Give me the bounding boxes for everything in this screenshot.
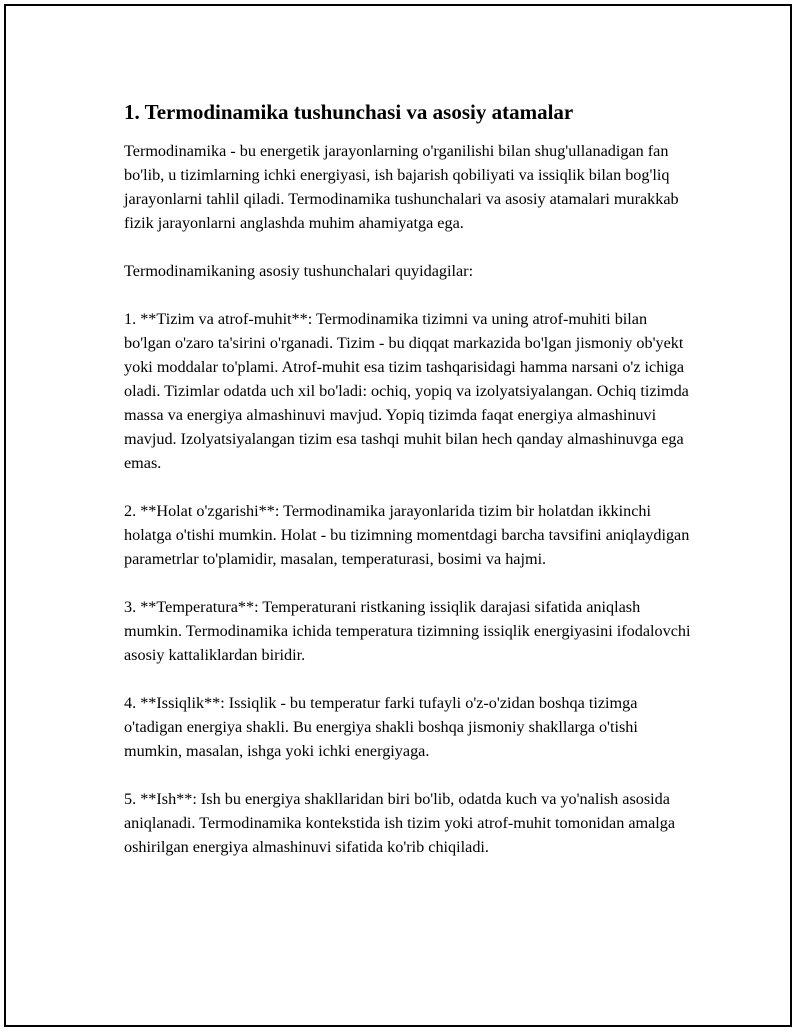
concept-heat: 4. **Issiqlik**: Issiqlik - bu temperatur farki tufayli o'z-o'zidan boshqa tizimga o'tadigan energiya shakli. Bu energiya shakli boshqa jismoniy shakllarga o'tishi mumkin, masalan, ishga yoki ichki energiyaga. <box>124 694 638 760</box>
intro-paragraph: Termodinamika - bu energetik jarayonlarning o'rganilishi bilan shug'ullanadigan fan bo'lib, u tizimlarning ichki energiyasi, ish bajarish qobiliyati va issiqlik bilan bog'liq jarayonlarni tahlil qiladi. Termodinamika tushunchalari va asosiy atamalari murakkab fizik jarayonlarni anglashda muhim ahamiyatga ega. <box>124 142 679 232</box>
concept-state-change: 2. **Holat o'zgarishi**: Termodinamika jarayonlarida tizim bir holatdan ikkinchi holatga o'tishi mumkin. Holat - bu tizimning momentdagi barcha tavsifini aniqlaydigan parametrlar to'plamidir, masalan, temperaturasi, bosimi va hajmi. <box>124 502 690 568</box>
document-title: 1. Termodinamika tushunchasi va asosiy atamalar <box>124 100 574 124</box>
concept-temperature: 3. **Temperatura**: Temperaturani ristkaning issiqlik darajasi sifatida aniqlash mumkin. Termodinamika ichida temperatura tizimning issiqlik energiyasini ifodalovchi asosiy kattaliklardan biridir. <box>124 598 691 664</box>
concepts-intro: Termodinamikaning asosiy tushunchalari quyidagilar: <box>124 262 474 280</box>
page-frame <box>4 4 792 1027</box>
concept-system-environment: 1. **Tizim va atrof-muhit**: Termodinamika tizimni va uning atrof-muhiti bilan bo'lgan o'zaro ta'sirini o'rganadi. Tizim - bu diqqat markazida bo'lgan jismoniy ob'yekt yoki moddalar to'plami. Atrof-muhit esa tizim tashqarisidagi hamma narsani o'z ichiga oladi. Tizimlar odatda uch xil bo'ladi: ochiq, yopiq va izolyatsiyalangan. Ochiq tizimda massa va energiya almashinuvi mavjud. Yopiq tizimda faqat energiya almashinuvi mavjud. Izolyatsiyalangan tizim esa tashqi muhit bilan hech qanday almashinuvga ega emas. <box>124 310 689 472</box>
concept-work: 5. **Ish**: Ish bu energiya shakllaridan biri bo'lib, odatda kuch va yo'nalish asosida aniqlanadi. Termodinamika kontekstida ish tizim yoki atrof-muhit tomonidan amalga oshirilgan energiya almashinuvi sifatida ko'rib chiqiladi. <box>124 790 676 856</box>
document-body <box>124 98 694 883</box>
